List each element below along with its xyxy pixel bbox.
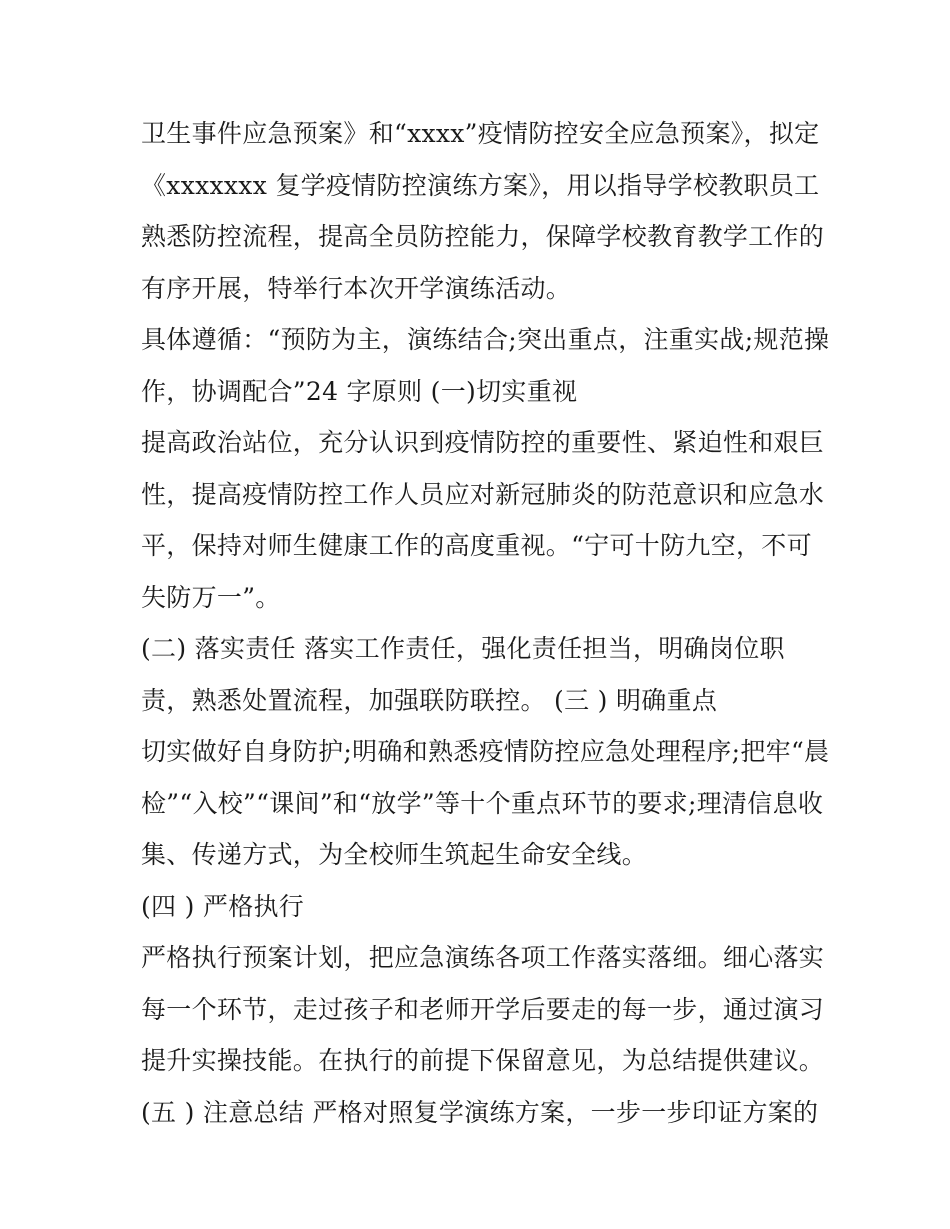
text-line-4: 有序开展，特举行本次开学演练活动。 xyxy=(141,273,572,303)
text-line-14: 检”“入校”“课间”和“放学”等十个重点环节的要求;理清信息收 xyxy=(141,788,824,818)
text-line-8: 性，提高疫情防控工作人员应对新冠肺炎的防范意识和应急水 xyxy=(141,479,825,509)
text-line-3: 熟悉防控流程，提高全员防控能力，保障学校教育教学工作的 xyxy=(141,222,825,251)
text-line-11: (二) 落实责任 落实工作责任，强化责任担当，明确岗位职 xyxy=(141,634,785,663)
text-line-10: 失防万一”。 xyxy=(141,582,281,612)
text-line-2: 《xxxxxxx 复学疫情防控演练方案》，用以指导学校教职员工 xyxy=(141,170,820,200)
text-line-6: 作，协调配合”24 字原则 (一)切实重视 xyxy=(141,376,578,406)
text-line-13: 切实做好自身防护;明确和熟悉疫情防控应急处理程序;把牢“晨 xyxy=(141,737,830,766)
text-line-7: 提高政治站位，充分认识到疫情防控的重要性、紧迫性和艰巨 xyxy=(141,428,825,457)
text-line-17: 严格执行预案计划，把应急演练各项工作落实落细。细心落实 xyxy=(141,943,825,972)
document-body xyxy=(141,108,830,1138)
text-line-15: 集、传递方式，为全校师生筑起生命安全线。 xyxy=(141,840,648,869)
text-line-18: 每一个环节，走过孩子和老师开学后要走的每一步，通过演习 xyxy=(141,994,825,1024)
text-line-9: 平，保持对师生健康工作的高度重视。“宁可十防九空，不可 xyxy=(141,531,812,560)
text-line-19: 提升实操技能。在执行的前提下保留意见，为总结提供建议。 xyxy=(141,1046,825,1075)
text-line-1: 卫生事件应急预案》和“xxxx”疫情防控安全应急预案》，拟定 xyxy=(141,119,820,148)
text-line-5: 具体遵循：“预防为主，演练结合;突出重点，注重实战;规范操 xyxy=(141,325,830,354)
text-line-16: (四 ) 严格执行 xyxy=(141,891,305,921)
text-line-12: 责，熟悉处置流程，加强联防联控。 (三 ) 明确重点 xyxy=(141,685,718,715)
text-line-20: (五 ) 注意总结 严格对照复学演练方案，一步一步印证方案的 xyxy=(141,1097,819,1127)
